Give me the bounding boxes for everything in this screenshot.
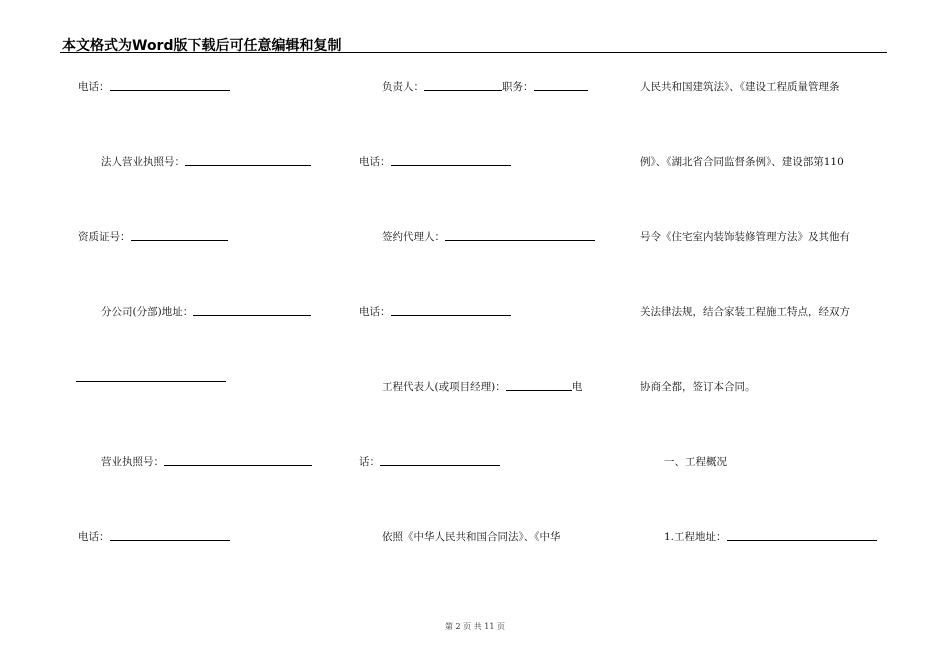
- col2-rep-phone-line: [359, 455, 500, 469]
- legal-license-blank[interactable]: [185, 164, 311, 166]
- project-rep-blank[interactable]: [506, 389, 572, 391]
- col1-biz-license-line: [101, 455, 312, 469]
- col3-para-line-5: [640, 380, 756, 394]
- col1-phone2-line: [78, 530, 230, 544]
- rep-phone-blank[interactable]: [380, 464, 500, 466]
- project-address-blank[interactable]: [727, 539, 877, 541]
- paragraph-text: 协商全都，签订本合同。: [640, 381, 756, 393]
- position-label: 职务：: [502, 81, 534, 93]
- branch-address-label: 分公司(分部)地址：: [101, 306, 194, 318]
- col2-phone2-blank[interactable]: [391, 314, 511, 316]
- rep-phone-continuation: 话：: [359, 456, 380, 468]
- col2-phone2-line: [359, 305, 511, 319]
- col3-address-line: [664, 530, 877, 544]
- cert-label: 资质证号：: [78, 231, 131, 243]
- address-continuation-blank[interactable]: [76, 380, 226, 382]
- position-blank[interactable]: [534, 89, 588, 91]
- legal-basis-text: 依照《中华人民共和国合同法》、《中华: [382, 531, 561, 543]
- header-rule: [60, 52, 887, 53]
- col3-para-line-2: [640, 155, 844, 169]
- project-address-label: 1.工程地址：: [664, 531, 727, 543]
- col2-rep-line: [382, 380, 582, 394]
- phone-blank[interactable]: [110, 89, 230, 91]
- project-rep-phone-label: 电: [571, 381, 583, 393]
- agent-blank[interactable]: [445, 239, 595, 241]
- col1-address-continuation-line: [76, 380, 226, 385]
- phone2-blank[interactable]: [110, 539, 230, 541]
- col3-para-line-3: [640, 230, 850, 244]
- section-heading: 一、工程概况: [664, 456, 727, 468]
- paragraph-text: 号令《住宅室内装饰装修管理方法》及其他有: [640, 231, 850, 243]
- col2-basis-line: [382, 530, 561, 544]
- paragraph-text: 例》、《湖北省合同监督条例》、建设部第110: [640, 156, 844, 168]
- leader-blank[interactable]: [424, 89, 502, 91]
- paragraph-text: 人民共和国建筑法》、《建设工程质量管理条: [640, 81, 840, 93]
- phone-label: 电话：: [78, 81, 110, 93]
- col2-leader-line: [382, 80, 588, 94]
- col3-para-line-4: [640, 305, 850, 319]
- col1-cert-line: [78, 230, 228, 244]
- biz-license-blank[interactable]: [164, 464, 312, 466]
- cert-blank[interactable]: [131, 239, 228, 241]
- document-header-title: 本文格式为Word版下载后可任意编辑和复制: [62, 38, 342, 54]
- col1-license-line: [101, 155, 311, 169]
- leader-label: 负责人：: [382, 81, 424, 93]
- col1-branch-line: [101, 305, 311, 319]
- col2-phone-line: [359, 155, 511, 169]
- legal-license-label: 法人营业执照号：: [101, 156, 185, 168]
- col1-phone-line: [78, 80, 230, 94]
- col3-section-heading: [664, 455, 727, 469]
- col2-phone-label: 电话：: [359, 156, 391, 168]
- project-rep-label: 工程代表人(或项目经理)：: [382, 381, 506, 393]
- branch-address-blank[interactable]: [193, 314, 311, 316]
- paragraph-text: 关法律法规，结合家装工程施工特点，经双方: [640, 306, 850, 318]
- phone2-label: 电话：: [78, 531, 110, 543]
- agent-label: 签约代理人：: [382, 231, 445, 243]
- col2-phone2-label: 电话：: [359, 306, 391, 318]
- col3-para-line-1: [640, 80, 840, 94]
- page-number: 第 2 页 共 11 页: [445, 622, 505, 631]
- col2-phone-blank[interactable]: [391, 164, 511, 166]
- biz-license-label: 营业执照号：: [101, 456, 164, 468]
- col2-agent-line: [382, 230, 595, 244]
